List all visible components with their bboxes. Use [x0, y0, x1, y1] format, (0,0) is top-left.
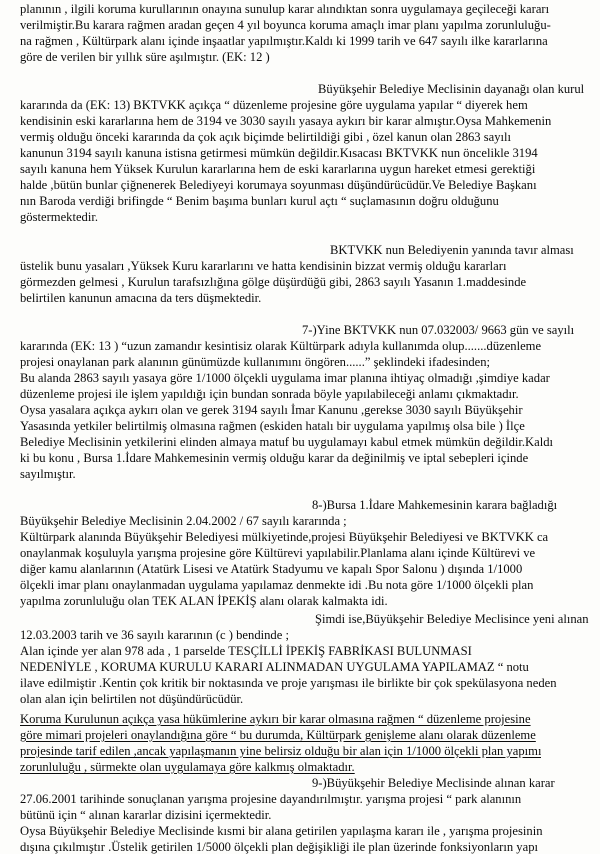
underlined-text-line: projesinde tarif edilen ,ancak yapılaşmanın yine belirsiz olduğu bir alan için 1/1000 ölçekli plan yapımı — [20, 744, 542, 758]
text-line: bütünü için “ alınan kararlar dizisini içermektedir. — [20, 808, 272, 822]
text-line: Oysa Büyükşehir Belediye Meclisinde kısmi bir alana getirilen yapılaşma kararı ile , yarışma projesinin — [20, 824, 543, 838]
text-line: NEDENİYLE , KORUMA KURULU KARARI ALINMADAN UYGULAMA YAPILAMAZ “ notu — [20, 660, 529, 674]
text-line: Büyükşehir Belediye Meclisinin dayanağı olan kurul — [318, 82, 585, 96]
text-line: ölçekli imar planı onaylanmadan uygulama yapılamaz denmekte idi .Bu nota göre 1/1000 ölçekli plan — [20, 578, 534, 592]
text-line: 8-)Bursa 1.İdare Mahkemesinin karara bağladığı — [312, 498, 558, 512]
text-line: sayılı kanuna hem Yüksek Kurulun kararlarına hem de eski kararlarına uygun hareket etmesi gerektiği — [20, 162, 536, 176]
text-line: sayılmıştır. — [20, 467, 76, 481]
text-line: halde ,bütün bunlar çiğnenerek Belediyeyi korumaya soyunması düşündürücüdür.Ve Belediye Başkanı — [20, 178, 537, 192]
text-line: projesi onaylanan park alanının günümüzde kullanımını öngören......” şeklindeki ifadesinden; — [20, 355, 491, 369]
text-line: Yasasında yetkiler belirtilmiş olmasına rağmen (eskiden hatalı bir uygulama yapılmış olsa bile ) İlçe — [20, 419, 525, 433]
text-line: 9-)Büyükşehir Belediye Meclisinde alınan karar — [312, 776, 555, 790]
text-line: kendisinin eski kararlarına hem de 3194 ve 3030 sayılı yasaya aykırı bir karar almıştır.Oysa Mahkemenin — [20, 114, 552, 128]
text-line: dışına çıkılmıştır .Üstelik getirilen 1/5000 ölçekli plan değişikliği ile plan üzerinde fonksiyonların yapı — [20, 840, 538, 854]
text-line: Oysa yasalara açıkça aykırı olan ve gerek 3194 sayılı İmar Kanunu ,gerekse 3030 sayılı Büyükşehir — [20, 403, 523, 417]
text-line: verilmiştir.Bu karara rağmen aradan geçen 4 yıl boyunca koruma amaçlı imar planı yapılma zorunluluğu- — [20, 18, 551, 32]
text-line: Büyükşehir Belediye Meclisinin 2.04.2002 / 67 sayılı kararında ; — [20, 514, 347, 528]
text-line: düzenleme projesi ile işlem yapıldığı için bundan sonrada böyle yapılabileceği anlamı çıkmaktadır. — [20, 387, 519, 401]
text-line: Kültürpark alanında Büyükşehir Belediyesi mülkiyetinde,projesi Büyükşehir Belediyesi ve BKTVKK ca — [20, 530, 549, 544]
text-line: na rağmen , Kültürpark alanı içinde inşaatlar yapılmıştır.Kaldı ki 1999 tarih ve 647 sayılı ilke kararlarına — [20, 34, 548, 48]
text-line: kanunun 3194 sayılı kanuna istisna getirmesi mümkün değildir.Kısacası BKTVKK nun öncelikle 3194 — [20, 146, 538, 160]
text-line: Belediye Meclisinin yetkilerini elinden almaya matuf bu uygulamayı kabul etmek mümkün değildir.Kaldı — [20, 435, 554, 449]
text-line: diğer kamu alanlarının (Atatürk Lisesi ve Atatürk Stadyumu ve kapalı Spor Salonu ) dışında 1/1000 — [20, 562, 523, 576]
underlined-text-line: zorunluluğu , sürmekte olan uygulamaya göre kalkmış olmaktadır. — [20, 760, 355, 774]
text-line: Bu alanda 2863 sayılı yasaya göre 1/1000 ölçekli uygulama imar planına ihtiyaç olmadığı ,şimdiye kadar — [20, 371, 550, 385]
text-line: nın Baroda verdiği brifingde “ Benim başıma bunları kurul açtı “ suçlamasının doğru olduğunu — [20, 194, 499, 208]
underlined-text-line: göre mimari projeleri onaylandığına göre “ bu durumda, Kültürpark genişleme alanı olarak düzenleme — [20, 728, 536, 742]
text-line: göstermektedir. — [20, 210, 98, 224]
text-line: BKTVKK nun Belediyenin yanında tavır alması — [330, 243, 574, 257]
text-line: Şimdi ise,Büyükşehir Belediye Meclisince yeni alınan — [315, 612, 589, 626]
text-line: planının , ilgili koruma kurullarının onayına sunulup karar alındıktan sonra uygulamaya geçileceği kararı — [20, 2, 550, 16]
text-line: ilave edilmiştir .Kentin çok kritik bir noktasında ve proje yarışması ile birlikte bir çok spekülasyona neden — [20, 676, 557, 690]
text-line: olan alan için belirtilen not düşündürücüdür. — [20, 692, 244, 706]
text-line: 27.06.2001 tarihinde sonuçlanan yarışma projesine dayandırılmıştır. yarışma projesi “ park alanının — [20, 792, 522, 806]
text-line: yapılma zorunluluğu olan TEK ALAN İPEKİŞ alanı olarak kalmakta idi. — [20, 594, 388, 608]
text-line: kararında da (EK: 13) BKTVKK açıkça “ düzenleme projesine göre uygulama yapılar “ diyerek hem — [20, 98, 528, 112]
text-line: Alan içinde yer alan 978 ada , 1 parselde TESÇİLLİ İPEKİŞ FABRİKASI BULUNMASI — [20, 644, 472, 658]
text-line: kararında (EK: 13 ) “uzun zamandır kesintisiz olarak Kültürpark adıyla kullanımda olup.......düzenleme — [20, 339, 542, 353]
text-line: üstelik bunu yasaları ,Yüksek Kuru kararlarını ve hatta kendisinin bizzat vermiş olduğu kararları — [20, 259, 507, 273]
text-line: göre de verilen bir yıllık süre aşılmıştır. (EK: 12 ) — [20, 50, 270, 64]
text-line: 7-)Yine BKTVKK nun 07.032003/ 9663 gün ve sayılı — [302, 323, 575, 337]
text-line: belirtilen kanunun amacına da ters düşmektedir. — [20, 291, 262, 305]
underlined-text-line: Koruma Kurulunun açıkça yasa hükümlerine aykırı bir karar olmasına rağmen “ düzenleme projesine — [20, 712, 531, 726]
text-line: 12.03.2003 tarih ve 36 sayılı kararının (c ) bendinde ; — [20, 628, 289, 642]
text-line: görmezden gelmesi , Kurulun tarafsızlığına gölge düşürdüğü gibi, 2863 sayılı Yasanın 1.maddesinde — [20, 275, 527, 289]
text-line: onaylanmak koşuluyla yarışma projesine göre Kültürevi yapılabilir.Planlama alanı içinde Kültürevi ve — [20, 546, 536, 560]
text-line: ki bu konu , Bursa 1.İdare Mahkemesinin vermiş olduğu karar da değinilmiş ve iptal sebepleri içinde — [20, 451, 529, 465]
text-line: vermiş olduğu önceki kararında da çok açık biçimde belirtildiği gibi , özel kanun olan 2863 sayılı — [20, 130, 512, 144]
